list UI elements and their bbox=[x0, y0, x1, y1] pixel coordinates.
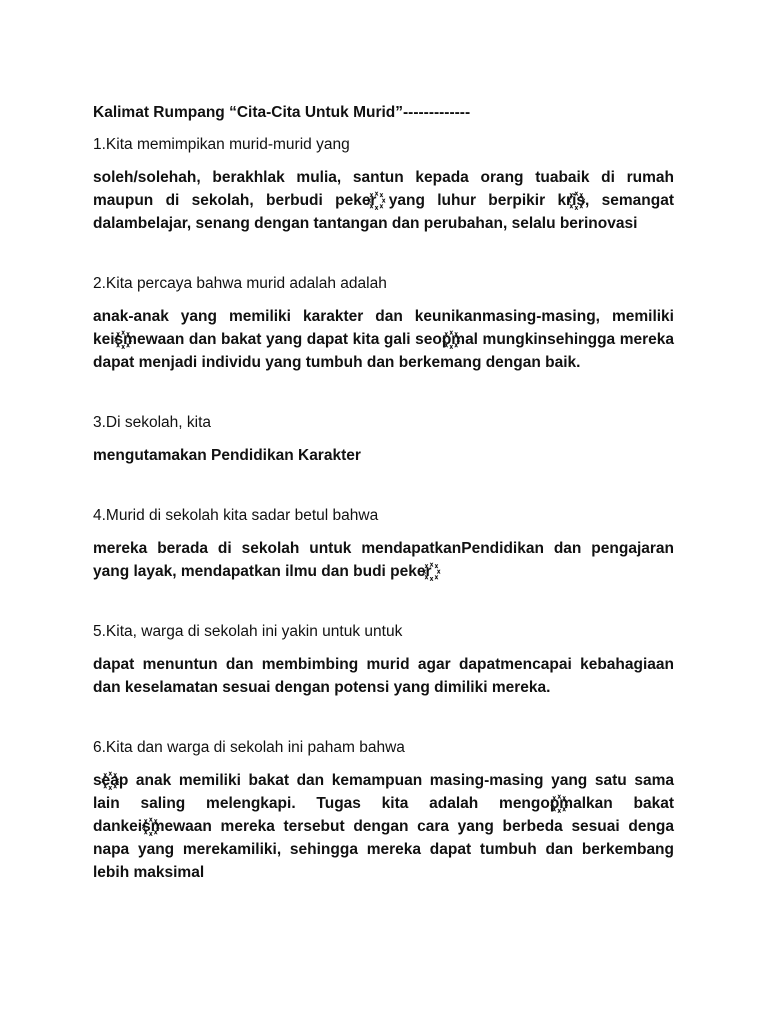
question-text: 5.Kita, warga di sekolah ini yakin untuk untuk bbox=[93, 623, 403, 640]
question-text: 4.Murid di sekolah kita sadar betul bahwa bbox=[93, 507, 379, 524]
spacer bbox=[93, 235, 674, 275]
question-text: 6.Kita dan warga di sekolah ini paham bahwa bbox=[93, 739, 405, 756]
section-2 bbox=[93, 275, 674, 374]
section-4 bbox=[93, 507, 674, 583]
answer-text: se꙰ap anak memiliki bakat dan kemampuan masing-masing yang satu sama lain saling melengkapi. Tugas kita adalah mengop꙰malkan bakat dankeis꙰mewaan mereka tersebut dengan cara yang berbeda sesuai denga napa yang merekamiliki, sehingga mereka dapat tumbuh dan berkembang lebih maksimal bbox=[93, 772, 674, 881]
answer-text: mereka berada di sekolah untuk mendapatkanPendidikan dan pengajaran yang layak, mendapatkan ilmu dan budi peker꙰ bbox=[93, 540, 674, 580]
answer-text: anak-anak yang memiliki karakter dan keunikanmasing-masing, memiliki keis꙰mewaan dan bakat yang dapat kita gali seop꙰mal mungkinsehingga mereka dapat menjadi individu yang tumbuh dan berkemang dengan baik. bbox=[93, 308, 674, 371]
section-3 bbox=[93, 414, 674, 467]
answer-text: mengutamakan Pendidikan Karakter bbox=[93, 447, 361, 464]
spacer bbox=[93, 467, 674, 507]
section-5 bbox=[93, 623, 674, 699]
section-6 bbox=[93, 739, 674, 884]
document-title: Kalimat Rumpang “Cita-Cita Untuk Murid”------------- bbox=[93, 104, 471, 121]
question-text: 3.Di sekolah, kita bbox=[93, 414, 212, 431]
spacer bbox=[93, 583, 674, 623]
question-text: 1.Kita memimpikan murid-murid yang bbox=[93, 136, 350, 153]
question-text: 2.Kita percaya bahwa murid adalah adalah bbox=[93, 275, 387, 292]
spacer bbox=[93, 699, 674, 739]
spacer bbox=[93, 374, 674, 414]
document-page bbox=[93, 104, 674, 884]
section-1 bbox=[93, 136, 674, 235]
answer-text: dapat menuntun dan membimbing murid agar dapatmencapai kebahagiaan dan keselamatan sesuai dengan potensi yang dimiliki mereka. bbox=[93, 656, 674, 696]
answer-text: soleh/solehah, berakhlak mulia, santun kepada orang tuabaik di rumah maupun di sekolah, berbudi peker꙰ yang luhur berpikir kri꙰s, semangat dalambelajar, senang dengan tantangan dan perubahan, selalu berinovasi bbox=[93, 169, 674, 232]
